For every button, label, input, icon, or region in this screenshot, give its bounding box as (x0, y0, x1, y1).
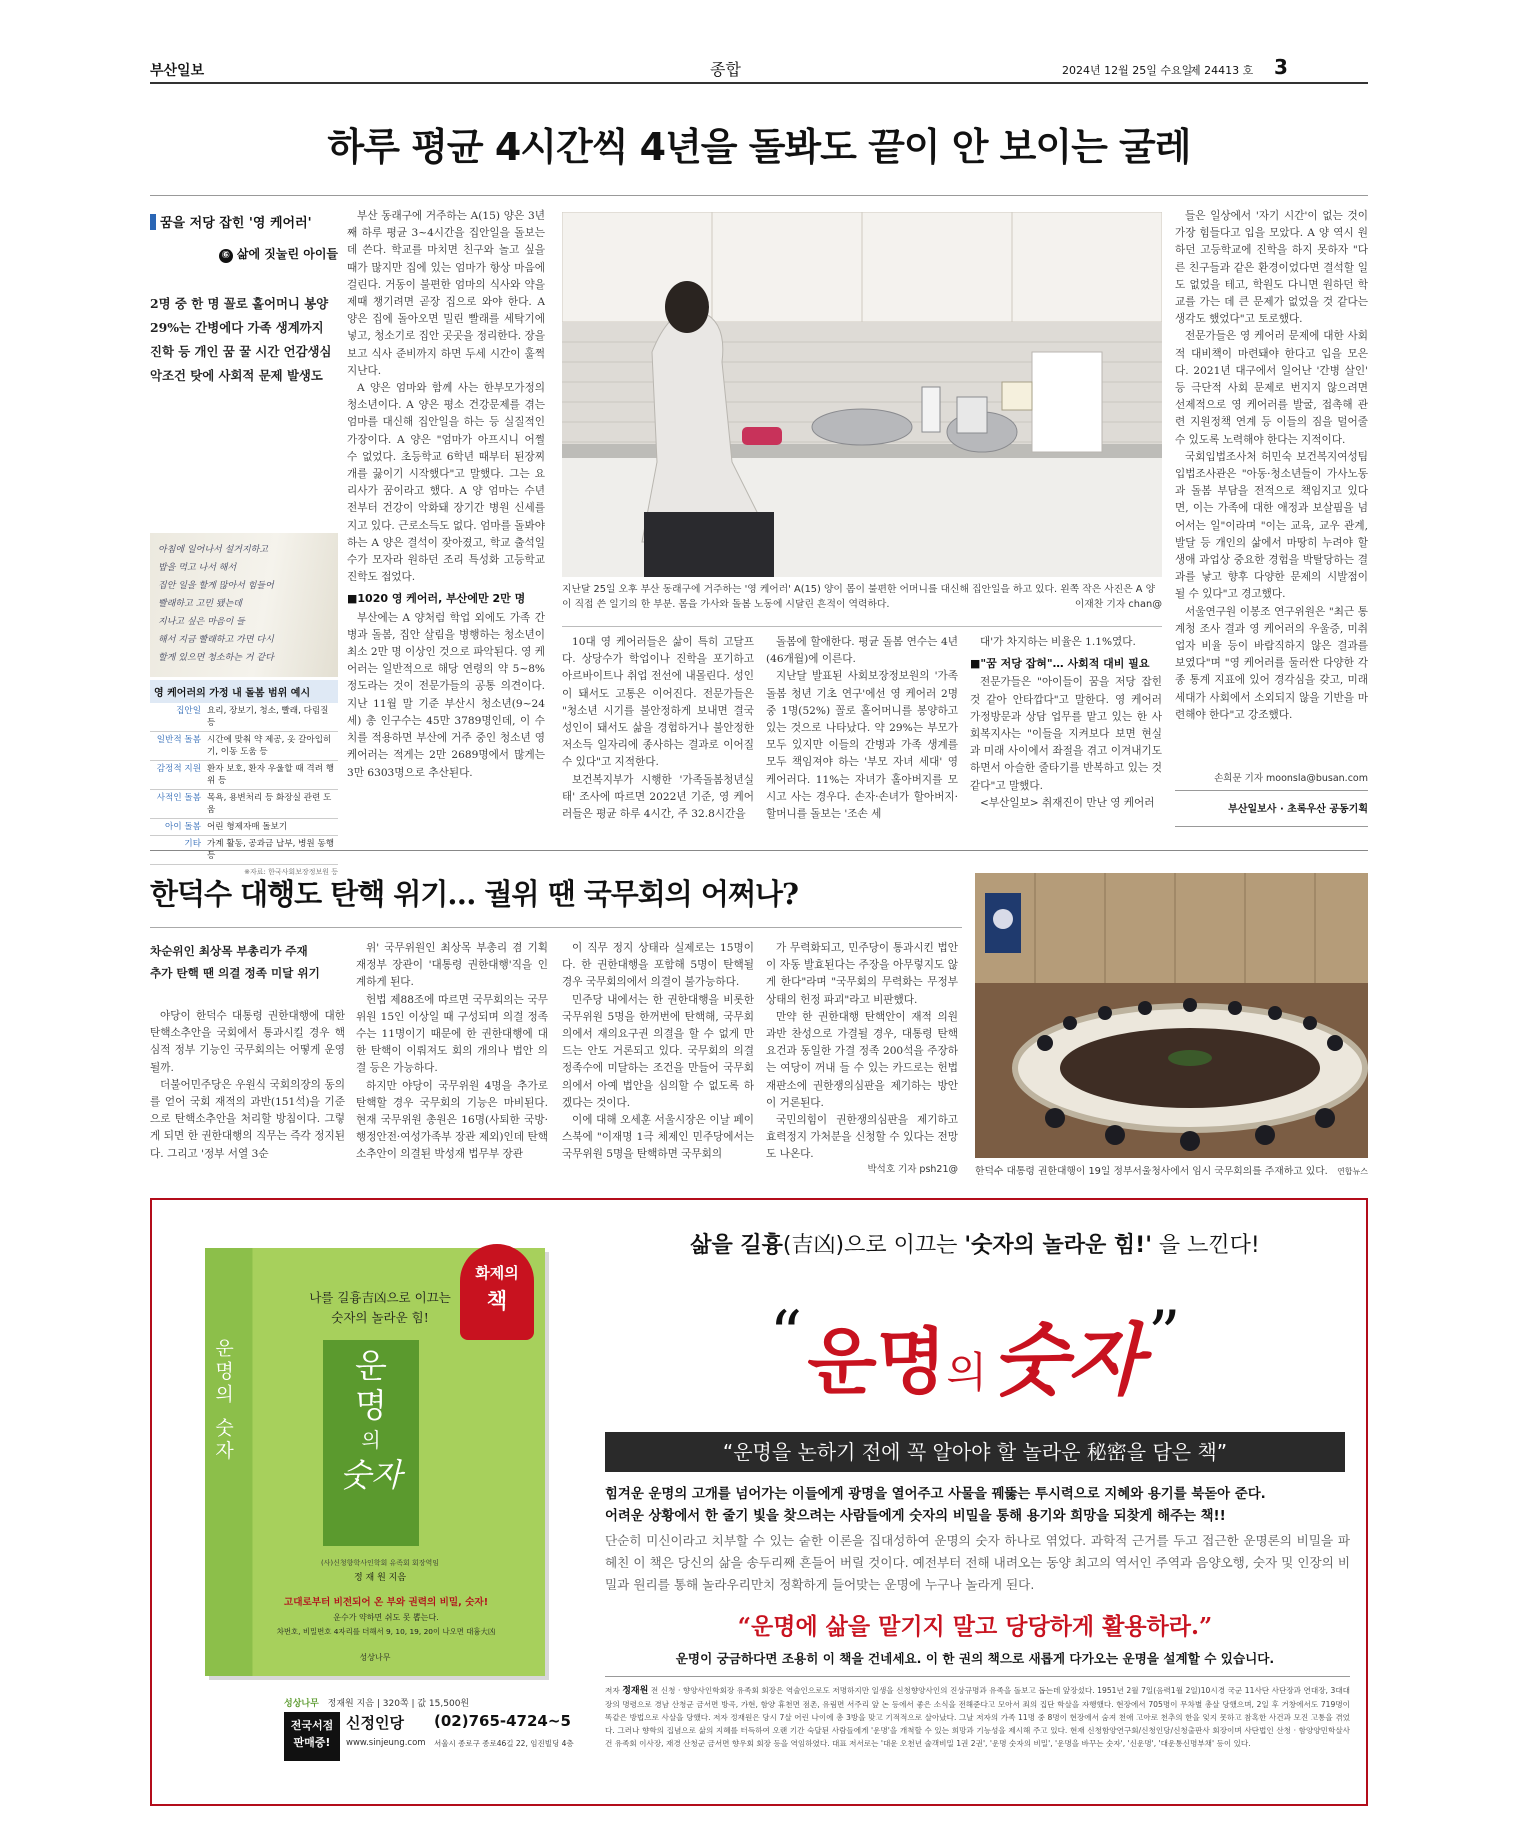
article2-paragraph: 더불어민주당은 우원식 국회의장의 동의를 얻어 국회 재적의 과반(151석)을 기준으로 탄핵소추안을 처리할 방침이다. 그렇게 되면 한 권한대행의 직무는 즉각 정지된다. 그리고 '정부 서열 3순 (150, 1078, 345, 1160)
care-key: 기타 (150, 836, 204, 865)
article1-main-photo (562, 212, 1162, 577)
diary-line: 할게 있으면 청소하는 거 같다 (158, 653, 274, 663)
ad-author-rule (605, 1676, 1350, 1677)
book-price: 정재원 지음 | 320쪽 | 값 15,500원 (327, 1699, 470, 1709)
diary-line: 아침에 일어나서 설거지하고 (158, 545, 269, 555)
book-promo: 고대로부터 비전되어 온 부와 권력의 비밀, 숫자! (283, 1597, 489, 1608)
article2-paragraph: 헌법 제88조에 따르면 국무회의는 국무위원 15인 이상일 때 구성되며 의결 정족수는 11명이기 때문에 한 권한대행에 대한 탄핵이 이뤄져도 회의 개의나 법안 의결 등은 가능하다. (356, 993, 548, 1075)
caption-rule (562, 626, 1162, 627)
article1-column-1 (347, 208, 545, 838)
masthead-page-number: 3 (1274, 55, 1288, 79)
title-quote-open: “ (769, 1298, 803, 1372)
author-bio-text: 전 신청 · 향양사인학회장 유족회 회장은 역술인으로도 저명하지만 일생을 신청향양사인의 진상규명과 유족을 돌보고 돕는데 앞장섰다. 1951년 2월 7일(음력1월 2일)10시경 국군 11사단 사단장과 연대장, 3대대장의 명령으로 경남 산청군 금서면 방곡, 가현, 함양 휴천면 점촌, 유림면 서주리 앞 논 등에서 좋은 소식을 전해준다고 모아서 죄의 집단 학살을 자행했다. 현장에서 705명이 무차별 총살 당했으며, 2일 후 거창에서도 719명이 똑같은 방법으로 사살을 당했다. 저자 정재원은 당시 7살 어린 나이에 총 3방을 맞고 기적적으로 살아났다. 그날 저자의 가족 11명 중 8명이 현장에서 숨져 천애 고아로 천추의 한을 잊지 못하고 참혹한 사건과 모진 고통을 겪었다. 그러나 향학의 집념으로 삶의 지혜를 터득하여 오랜 기간 숙달된 사람들에게 '운명'을 개척할 수 있는 희망과 기능성을 제시해 주고 있다. 현재 신청함양연구회/신청인당/신청출판사 회장이며 사단법인 산청 · 함양양민학살사건 유족회 이사장, 재경 산청군 금서면 향우회 회장 등을 역임하였다. 대표 저서로는 '대운 오천년 술객비밀 1권 2권', '운명 숫자의 비밀', '운명을 바꾸는 숫자', '신운명', '대운통신명부채' 등이 있다. (605, 1686, 1350, 1748)
author-name: 정재원 (622, 1686, 649, 1696)
diary-line: 밥을 먹고 나서 해서 (158, 563, 237, 573)
article1-paragraph: 부산에는 A 양처럼 학업 외에도 가족 간병과 돌봄, 집안 살림을 병행하는 청소년이 최소 2만 명 이상인 것으로 파악된다. 영 케어러는 일반적으로 해당 연령의 약 5~8% 정도라는 것이 전문가들의 공통 의견이다. 지난 11월 말 기준 부산시 청소년(9~24세) 총 인구수는 45만 3789명인데, 이 수치를 적용하면 부산에 거주 중인 청소년 영 케어러는 적게는 2만 2689명에서 많게는 3만 6303명으로 추산된다. (347, 611, 545, 779)
article2-paragraph: 민주당 내에서는 한 권한대행을 비롯한 국무위원 5명을 한꺼번에 탄핵해, 국무회의에서 재의요구권 의결을 할 수 없게 만드는 안도 거론되고 있다. 국무회의 의결 정족수에 미달하는 조건을 만들어 국무회의에서 아예 법안을 심의할 수 없도록 하겠다는 것이다. (562, 993, 754, 1109)
book-title: 운 (355, 1346, 387, 1385)
sponsor-rule-bottom (1175, 826, 1368, 827)
article1-photo-caption (562, 582, 1162, 612)
ad-body-line: 힘겨운 운명의 고개를 넘어가는 이들에게 광명을 열어주고 사물을 꿰뚫는 투시력으로 지혜와 용기를 북돋아 준다. (605, 1487, 1266, 1502)
ad-slogan: “운명에 삶을 맡기지 말고 당당하게 활용하라.” (737, 1613, 1213, 1640)
article1-paragraph: 전문가들은 "아이들이 꿈을 저당 잡힌 것 같아 안타깝다"고 말한다. 영 케어러 가정방문과 상담 업무를 맡고 있는 한 사회복지사는 "이들을 지켜보다 보면 현실과 미래 사이에서 좌절을 겪고 이겨내기도 하면서 아슬한 줄타기를 반복하고 있는 것 같다"고 말했다. (970, 676, 1162, 792)
title-ui: 의 (946, 1348, 987, 1397)
book-info-line (284, 1696, 584, 1709)
article2-column-1 (150, 1008, 345, 1180)
shop-phone: (02)765-4724~5 (434, 1712, 571, 1730)
ad-author-bio (605, 1684, 1350, 1796)
care-table-box (150, 680, 338, 877)
photo-credit: 연합뉴스 (1337, 1167, 1368, 1176)
article1-paragraph: 부산 동래구에 거주하는 A(15) 양은 3년째 하루 평균 3~4시간을 집안일을 돌보는 데 쓴다. 학교를 마치면 친구와 놀고 싶을 때가 많지만 집에 있는 엄마가 항상 마음에 걸린다. 거동이 불편한 엄마의 식사와 약을 제때 챙기려면 곧장 집으로 와야 한다. A 양은 집에 돌아오면 밀린 빨래를 세탁기에 넣고, 청소기로 집안 곳곳을 정리한다. 장을 보고 식사 준비까지 하면 두세 시간이 훌쩍 지난다. (347, 210, 545, 377)
article1-paragraph: 전문가들은 영 케어러 문제에 대한 사회적 대비책이 마련돼야 한다고 입을 모은다. 2021년 대구에서 일어난 '간병 살인' 등 극단적 사회 문제로 번지지 않으려면 선제적으로 영 케어러를 발굴, 접촉해 관련 지원정책 연계 등 이들의 짐을 덜어줄 수 있도록 노력해야 한다는 지적이다. (1175, 330, 1368, 446)
shop-name: 신정인당 (346, 1714, 404, 1732)
article1-headline: 하루 평균 4시간씩 4년을 돌봐도 끝이 안 보이는 굴레 (327, 125, 1191, 169)
article1-paragraph: 10대 영 케어러들은 삶이 특히 고달프다. 상당수가 학업이나 진학을 포기하고 아르바이트나 취업 전선에 내몰린다. 성인이 돼서도 고통은 이어진다. 전문가들은 "청소년 시기를 불안정하게 보내면 결국 성인이 돼서도 삶을 경험하거나 불안정한 저소득 일자리에 종사하는 결과로 이어질 수 있다"고 지적한다. (562, 636, 754, 769)
author-label: 저자 (605, 1686, 623, 1695)
hot-book-badge (460, 1244, 534, 1340)
cabinet-meeting-illustration (975, 873, 1368, 1158)
article1-paragraph: 지난달 발표된 사회보장정보원의 '가족 돌봄 청년 기초 연구'에선 영 케어러 2명 중 1명(52%) 꼴로 홀어머니를 봉양하고 있는 것으로 나타났다. 약 29%는 부모가 모두 있지만 이들의 간병과 가족 생계를 모두 책임져야 하는 '부모 자녀 세대' 영 케어러다. 11%는 자녀가 홀아버지를 모시고 사는 경우다. 손자·손녀가 할아버지·할머니를 돌보는 '조손 세 (766, 670, 958, 821)
article1-paragraph: <부산일보> 취재진이 만난 영 케어러 (980, 796, 1155, 809)
care-value: 요리, 장보기, 청소, 빨래, 다림질 등 (204, 703, 338, 732)
caption-text: 한덕수 대통령 권한대행이 19일 정부서울청사에서 임시 국무회의를 주재하고 있다. (975, 1166, 1328, 1177)
ad-headline-part: 을 느낀다! (1151, 1233, 1260, 1258)
ad-body-text: 단순히 미신이라고 치부할 수 있는 숱한 이론을 집대성하여 운명의 숫자 하나로 엮었다. 과학적 근거를 두고 접근한 운명론의 비밀을 파헤친 이 책은 당신의 삶을 송두리째 흔들어 버릴 것이다. 예전부터 전해 내려오는 동양 최고의 역서인 주역과 음양오행, 숫자 및 인장의 비밀과 원리를 통해 놀라우리만치 정확하게 들어맞는 운명에 누구나 놀라게 된다. (605, 1533, 1351, 1592)
article2-paragraph: 만약 한 권한대행 탄핵안이 재적 의원 과반 찬성으로 가결될 경우, 대통령 탄핵 요건과 동일한 가결 정족 200석을 주장하는 여당이 꺼내 들 수 있는 카드로는 헌법재판소에 권한쟁의심판을 제기하는 방안이 거론된다. (766, 1010, 958, 1109)
masthead-date: 2024년 12월 25일 수요일 (1062, 64, 1193, 77)
shop-address: 서울시 종로구 종로46길 22, 임진빌딩 4층 (434, 1739, 574, 1748)
diary-line: 지나고 싶은 마음이 들 (158, 617, 245, 627)
diary-photo (150, 533, 338, 677)
title-quote-close: ” (1147, 1298, 1181, 1372)
care-table-source: ※자료: 한국사회보장정보원 등 (244, 868, 338, 876)
series-title: 꿈을 저당 잡힌 '영 케어러' (160, 216, 312, 231)
care-value: 목욕, 용변처리 등 화장실 관련 도움 (204, 790, 338, 819)
care-value: 가계 활동, 공과금 납부, 병원 동행 등 (204, 836, 338, 865)
ad-banner: “운명을 논하기 전에 꼭 알아야 할 놀라운 秘密을 담은 책” (605, 1432, 1345, 1472)
care-key: 사적인 돌봄 (150, 790, 204, 819)
article1-byline: 손희문 기자 moonsla@busan.com (1214, 773, 1368, 784)
badge-text: 책 (486, 1289, 508, 1313)
care-key: 일반적 돌봄 (150, 732, 204, 761)
article2-photo-caption (975, 1164, 1368, 1179)
badge-text: 화제의 (475, 1264, 519, 1282)
sponsor-label (1175, 800, 1368, 815)
sponsor-rule (1175, 790, 1368, 791)
series-part: 삶에 짓눌린 아이들 (236, 247, 338, 261)
ad-headline-bold: '숫자의 놀라운 힘!' (964, 1233, 1152, 1258)
article1-paragraph: 대'가 차지하는 비율은 1.1%였다. (980, 636, 1136, 648)
article2-photo (975, 873, 1368, 1158)
book-title: 명 (355, 1386, 387, 1425)
ad-book-title (600, 1298, 1350, 1410)
book-tagline: 숫자의 놀라운 힘! (331, 1310, 429, 1325)
article2-column-2 (356, 940, 548, 1180)
care-key: 감정적 지원 (150, 761, 204, 790)
care-key: 집안일 (150, 703, 204, 732)
article2-column-3 (562, 940, 754, 1180)
diary-line: 빨래하고 고민 됐는데 (158, 599, 242, 609)
photo-credit: 이재찬 기자 chan@ (1074, 599, 1162, 610)
article1-paragraph: 보건복지부가 시행한 '가족돌봄청년실태' 조사에 따르면 2022년 기준, 영 케어러들은 평균 하루 4시간, 주 32.8시간을 (562, 773, 754, 821)
book-author: 정 재 원 지음 (353, 1573, 407, 1583)
article2-summary (150, 940, 350, 984)
article2-paragraph: 야당이 한덕수 대통령 권한대행에 대한 탄핵소추안을 국회에서 통과시킬 경우 핵심적 정부 기능인 국무회의는 어떻게 운영될까. (150, 1010, 345, 1074)
care-row (150, 703, 338, 732)
summary-line: 2명 중 한 명 꼴로 홀어머니 봉양 (150, 296, 329, 311)
book-promo-sub: 차번호, 비밀번호 4자리를 더해서 9, 10, 19, 20이 나오면 대흉大凶 (276, 1627, 496, 1636)
care-key: 아이 돌봄 (150, 819, 204, 836)
care-value: 환자 보호, 환자 우울할 때 격려 행위 등 (204, 761, 338, 790)
caption-text: 지난달 25일 오후 부산 동래구에 거주하는 '영 케어러' A(15) 양이 몸이 불편한 어머니를 대신해 집안일을 하고 있다. 왼쪽 작은 사진은 A 양이 직접 쓴 일기의 한 부분. 몸을 가사와 돌봄 노동에 시달린 흔적이 역력하다. (562, 584, 1156, 610)
article1-subhead: ■1020 영 케어러, 부산에만 2만 명 (347, 592, 526, 606)
summary-line: 추가 탄핵 땐 의결 정족 미달 위기 (150, 966, 320, 980)
ad-body-line: 어려운 상황에서 한 줄기 빛을 찾으려는 사람들에게 숫자의 비밀을 통해 용기와 희망을 되찾게 해주는 책!! (605, 1509, 1226, 1524)
book-org: (사)신청향학사인학회 유족회 회장역임 (320, 1559, 440, 1567)
article1-column-4 (970, 634, 1162, 839)
article1-column-2 (562, 634, 754, 839)
article2-paragraph: 이에 대해 오세훈 서울시장은 이날 페이스북에 "이재명 1극 체제인 민주당에서는 국무위원 5명을 탄핵하면 국무회의 (562, 1114, 754, 1161)
ad-body-strong (605, 1484, 1350, 1528)
article1-column-5 (1175, 208, 1368, 768)
article1-paragraph: 들은 일상에서 '자기 시간'이 없는 것이 가장 힘들다고 입을 모았다. A 양 역시 원하던 고등학교에 진학을 하지 못하자 "다른 친구들과 같은 환경이었다면 결석할 일도 없었을 테고, 학원도 다니면 원하던 학교를 가는 데 큰 문제가 없었을 것 같다는 생각도 했었다"고 토로했다. (1175, 210, 1368, 326)
shop-box (284, 1712, 584, 1762)
ad-headline (600, 1228, 1350, 1259)
shop-label: 판매중! (293, 1736, 331, 1749)
care-table-title: 영 케어러의 가정 내 돌봄 범위 예시 (150, 680, 338, 703)
article1-paragraph: 서울연구원 이봉조 연구위원은 "최근 통계청 조사 결과 영 케어러의 우울증, 미취업자 비율 등이 바람직하지 않은 결과를 보였다"며 "영 케어러를 둘러싼 다양한 각종 통계 지표에 있어 경각심을 갖고, 미래 세대가 사회에서 소외되지 않을 기반을 마련해야 한다"고 강조했다. (1175, 605, 1368, 721)
book-spine-text: 운명의 숫자 (212, 1338, 234, 1464)
care-row (150, 790, 338, 819)
title-number: 숫자 (992, 1315, 1143, 1406)
ad-headline-part: 으로 이끄는 (844, 1233, 965, 1258)
series-marker-icon (150, 214, 156, 230)
ad-slogan-sub: 운명이 궁금하다면 조용히 이 책을 건네세요. 이 한 권의 책으로 새롭게 다가오는 운명을 설계할 수 있습니다. (675, 1651, 1275, 1666)
book-tagline: 나를 길흉吉凶으로 이끄는 (309, 1290, 451, 1305)
care-value: 어린 형제자매 돌보기 (204, 819, 338, 836)
summary-line: 차순위인 최상목 부총리가 주재 (150, 944, 308, 958)
publisher-logo: 성상나무 (284, 1699, 319, 1709)
article1-paragraph: 돌봄에 할애한다. 평균 돌봄 연수는 4년(46개월)에 이른다. (766, 636, 958, 666)
care-row (150, 761, 338, 790)
article1-headline-rule (150, 195, 1368, 196)
ad-headline-kil: 길흉 (740, 1233, 783, 1258)
shop-web: www.sinjeung.com (346, 1738, 426, 1748)
series-title-box (150, 212, 338, 263)
article1-paragraph: A 양은 엄마와 함께 사는 한부모가정의 청소년이다. A 양은 평소 건강문제를 겪는 엄마를 대신해 집안일을 하는 등 실질적인 가장이다. A 양은 "엄마가 아프시니 어쩔 수 없었다. 초등학교 6학년 때부터 된장찌개를 끓이기 시작했다"고 말했다. 그는 요리사가 꿈이라고 했다. A 양 엄마는 수년 전부터 건강이 악화돼 장기간 병원 신세를 지고 있다. 근로소득도 없다. 엄마를 돌봐야 하는 A 양은 결석이 잦아졌고, 학교 출석일수가 모자라 원하던 조리 특성화 고등학교 진학도 접었다. (347, 382, 545, 584)
diary-line: 집안 일을 할게 많아서 힘들어 (158, 581, 274, 591)
article2-headline-rule (150, 927, 962, 928)
article2-headline: 한덕수 대행도 탄핵 위기… 궐위 땐 국무회의 어쩌나? (150, 877, 798, 911)
article1-summary (150, 292, 338, 388)
ad-headline-hanja: (吉凶) (782, 1233, 845, 1258)
care-table (150, 703, 338, 865)
book-title: 의 (361, 1428, 381, 1452)
article2-column-4 (766, 940, 958, 1160)
article2-paragraph: 이 직무 정지 상태라 실제로는 15명이다. 한 권한대행을 포함해 5명이 탄핵될 경우 국무회의에서 의결이 불가능하다. (562, 942, 754, 989)
article1-column-3 (766, 634, 958, 839)
title-main: 운명 (807, 1319, 947, 1404)
series-part-badge: ⑥ (219, 249, 233, 263)
book-promo-sub: 운수가 약하면 쉬도 못 뽑는다. (333, 1613, 439, 1622)
sponsor-text: 부산일보사 · 초록우산 공동기획 (1228, 804, 1368, 815)
book-publisher: 성상나무 (359, 1653, 391, 1662)
kitchen-illustration (562, 212, 1162, 577)
diary-line: 해서 지금 빨래하고 가면 다시 (158, 635, 274, 645)
article1-paragraph: 국회입법조사처 허민숙 보건복지여성팀 입법조사관은 "아동·청소년들이 가사노동과 돌봄 부담을 전적으로 책임지고 있다면, 이는 가족에 대한 애정과 보살핌을 넘어서는 일"이라며 "이는 교육, 교우 관계, 발달 등 개인의 삶에서 마땅히 누려야 할 생애 과업상 중요한 경험을 박탈당하는 결과를 낳고 향후 다양한 문제의 시발점이 될 수 있다"고 경고했다. (1175, 450, 1368, 601)
book-title: 숫자 (340, 1456, 402, 1494)
masthead-rule (150, 82, 1368, 84)
masthead-paper-name: 부산일보 (150, 63, 205, 79)
article2-paragraph: 하지만 야당이 국무위원 4명을 추가로 탄핵할 경우 국무회의 기능은 마비된다. 현재 국무위원 총원은 16명(사퇴한 국방·행정안전·여성가족부 장관 제외)인데 탄핵소추안이 의결된 박성재 법무부 장관 (356, 1079, 548, 1161)
masthead-issue: 제 24413 호 (1190, 64, 1254, 77)
summary-line: 진학 등 개인 꿈 꿀 시간 언감생심 (150, 344, 332, 359)
article2-paragraph: 국민의힘이 권한쟁의심판을 제기하고 효력정지 가처분을 신청할 수 있다는 전망도 나온다. (766, 1114, 958, 1160)
masthead-section: 종합 (710, 60, 741, 79)
care-row (150, 732, 338, 761)
article2-byline: 박석호 기자 psh21@ (867, 1164, 958, 1175)
shop-label-box (284, 1712, 340, 1761)
article2-paragraph: 가 무력화되고, 민주당이 통과시킨 법안이 자동 발효된다는 주장을 아무렇지도 않게 한다"라며 "국무회의 무력화는 무정부 상태의 헌정 파괴"라고 비판했다. (766, 942, 958, 1006)
summary-line: 29%는 간병에다 가족 생계까지 (150, 320, 324, 335)
shop-label: 전국서점 (290, 1719, 334, 1732)
summary-line: 악조건 탓에 사회적 문제 발생도 (150, 368, 323, 383)
care-row (150, 819, 338, 836)
care-value: 시간에 맞춰 약 제공, 옷 갈아입히기, 이동 도움 등 (204, 732, 338, 761)
ad-headline-part: 삶을 (690, 1233, 741, 1258)
article-divider (150, 850, 1368, 851)
article1-subhead: ■"꿈 저당 잡혀"… 사회적 대비 필요 (970, 657, 1150, 671)
article2-paragraph: 위' 국무위원인 최상목 부총리 겸 기획재정부 장관이 '대통령 권한대행'직을 인계하게 된다. (356, 942, 548, 989)
book-title-panel (323, 1340, 419, 1546)
